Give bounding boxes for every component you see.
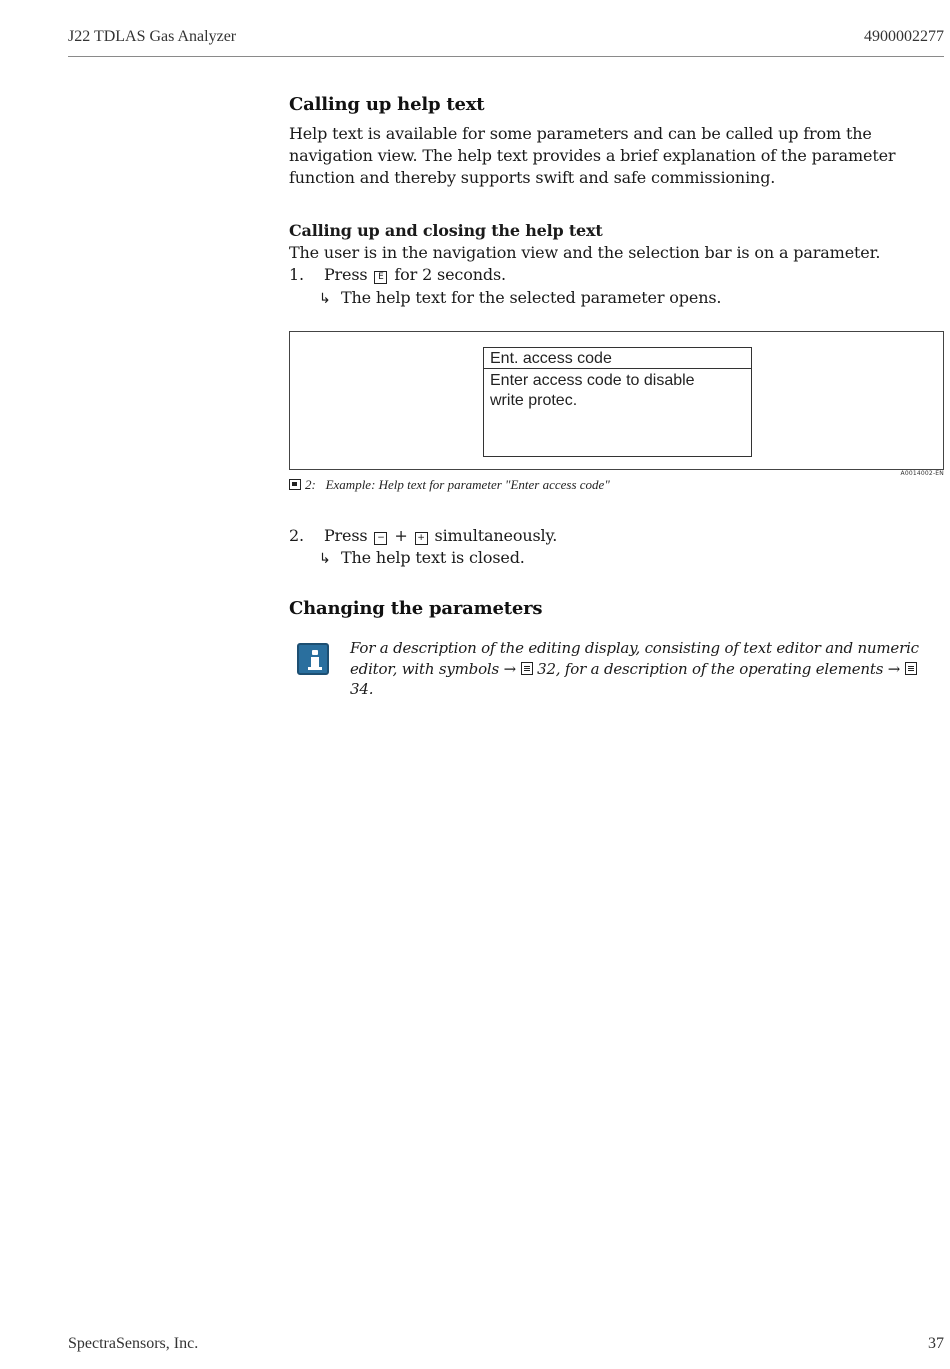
page-header (68, 26, 944, 57)
display-title: Ent. access code (484, 348, 751, 369)
page-link-34[interactable]: 34 (350, 680, 369, 698)
step-1-number: 1. (289, 265, 304, 284)
figure-frame (289, 331, 944, 470)
minus-key-icon: − (374, 532, 387, 545)
step-2-result (319, 547, 525, 570)
procedure-title: Calling up and closing the help text (289, 221, 603, 240)
note-text-2: , for a description of the operating elements → (555, 659, 901, 678)
display-body (484, 369, 751, 413)
display-screen (483, 347, 752, 457)
section-title-changing-parameters: Changing the parameters (289, 598, 543, 619)
note-end: . (368, 680, 374, 698)
section-title-help-text: Calling up help text (289, 94, 485, 115)
result-arrow-icon: ↳ (319, 291, 331, 307)
step-1-result-text: The help text for the selected parameter opens. (341, 288, 722, 307)
step-2 (289, 525, 557, 547)
display-line-1: Enter access code to disable (490, 372, 695, 389)
step-2-number: 2. (289, 526, 304, 545)
procedure-precondition: The user is in the navigation view and the selection bar is on a parameter. (289, 243, 881, 262)
footer-page-number: 37 (928, 1335, 944, 1352)
step-2-post: simultaneously. (434, 526, 558, 545)
help-text-intro: Help text is available for some parameters and can be called up from the navigation view. The help text provides a brief explanation of the parameter function and thereby supports swift and safe commissioning. (289, 124, 896, 187)
note-text-1: For a description of the editing display, consisting of text editor and numeric editor, with symbols → (350, 639, 919, 678)
footer-company: SpectraSensors, Inc. (68, 1335, 199, 1352)
result-arrow-icon: ↳ (319, 551, 331, 567)
page-reference-icon (521, 662, 533, 675)
header-doc-number: 4900002277 (864, 28, 944, 45)
step-1-result (319, 287, 721, 310)
step-2-pre: Press (323, 526, 368, 545)
info-icon (297, 643, 329, 675)
info-note (350, 638, 940, 700)
plus-key-icon: + (415, 532, 428, 545)
caption-text: Example: Help text for parameter "Enter access code" (325, 477, 610, 492)
step-1-post: for 2 seconds. (394, 265, 506, 284)
step-1 (289, 264, 506, 286)
step-2-plus: + (394, 526, 408, 545)
page-reference-icon (905, 662, 917, 675)
figure-caption (289, 477, 610, 493)
step-2-result-text: The help text is closed. (341, 548, 525, 567)
figure-icon (289, 479, 301, 490)
enter-key-icon: E (374, 271, 387, 284)
header-product-name: J22 TDLAS Gas Analyzer (68, 28, 237, 45)
caption-number: 2: (305, 477, 316, 492)
display-line-2: write protec. (490, 392, 578, 409)
step-1-pre: Press (323, 265, 368, 284)
figure-code: A0014002-EN (900, 470, 944, 477)
page-link-32[interactable]: 32 (537, 659, 556, 678)
